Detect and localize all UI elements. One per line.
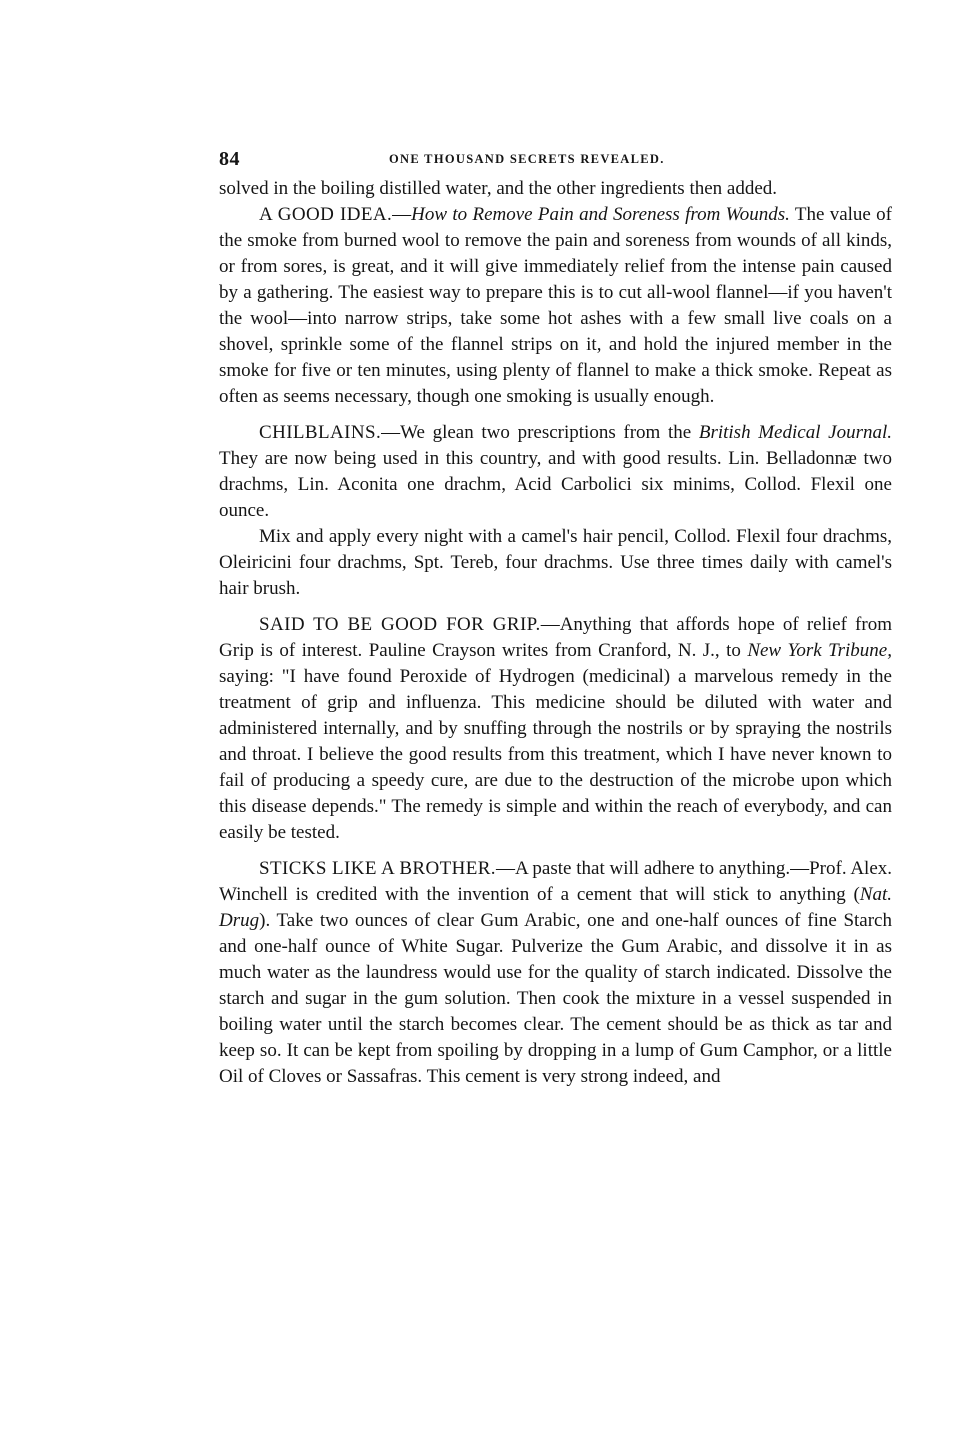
paragraph-good-idea	[219, 202, 892, 410]
paragraph-text: saying: "I have found Peroxide of Hydrogen (medicinal) a marvelous remedy in the treatment of grip and influenza. This medicine should be diluted with water and administered internally, and by snuffing through the nostrils or by spraying the nostrils and throat. I believe the good results from this treatment, which I have never known to fail of producing a speedy cure, are due to the destruction of the microbe upon which this disease depends." The remedy is simple and within the reach of everybody, and can easily be tested.	[219, 666, 892, 843]
page-number: 84	[219, 148, 240, 170]
paragraph-text: They are now being used in this country, and with good results. Lin. Belladonnæ two drachms, Lin. Aconita one drachm, Acid Carbolici six minims, Collod. Flexil one ounce.	[219, 448, 892, 521]
paragraph-sticks-like-a-brother	[219, 856, 892, 1090]
page-header	[219, 148, 892, 172]
em-dash: —	[392, 204, 412, 225]
paragraph-text: —Anything that affords hope of relief from Grip is of interest. Pauline Crayson writes from Cranford, N. J., to	[219, 614, 892, 661]
section-heading: STICKS LIKE A BROTHER.	[259, 858, 496, 879]
section-heading: A GOOD IDEA.	[259, 204, 393, 225]
paragraph-continuation	[219, 176, 892, 202]
paragraph-chilblains-usage	[219, 524, 892, 602]
paragraph-text: The value of the smoke from burned wool to remove the pain and soreness from wounds of all kinds, or from sores, is great, and it will give immediately relief from the intense pain caused by a gathering. The easiest way to prepare this is to cut all-wool flannel—if you haven't the wool—into narrow strips, take some hot ashes with a few small live coals on a shovel, sprinkle some of the flannel strips on it, and hold the injured member in the smoke for five or ten minutes, using plenty of flannel to make a thick smoke. Repeat as often as seems necessary, though one smoking is usually enough.	[219, 204, 892, 407]
paragraph-text: —We glean two prescriptions from the	[381, 422, 699, 443]
paragraph-text: solved in the boiling distilled water, and the other ingredients then added.	[219, 178, 778, 199]
body-text	[219, 176, 892, 1090]
source-citation: Nat. Drug	[219, 884, 892, 931]
paragraph-text: Mix and apply every night with a camel's hair pencil, Collod. Flexil four drachms, Oleiricini four drachms, Spt. Tereb, four drachms. Use three times daily with camel's hair brush.	[219, 526, 892, 599]
newspaper-title: New York Tribune,	[747, 640, 892, 661]
section-heading: SAID TO BE GOOD FOR GRIP.	[259, 614, 541, 635]
book-page	[219, 148, 892, 1090]
paragraph-chilblains	[219, 420, 892, 524]
paragraph-text: —A paste that will adhere to anything.—Prof. Alex. Winchell is credited with the invention of a cement that will stick to anything (	[219, 858, 892, 905]
paragraph-grip	[219, 612, 892, 846]
journal-title: British Medical Journal.	[698, 422, 893, 443]
running-head: ONE THOUSAND SECRETS REVEALED.	[389, 152, 665, 166]
section-subtitle: How to Remove Pain and Soreness from Wounds.	[411, 204, 790, 225]
paragraph-text: ). Take two ounces of clear Gum Arabic, one and one-half ounces of fine Starch and one-half ounce of White Sugar. Pulverize the Gum Arabic, and dissolve it in as much water as the laundress would use for the quality of starch indicated. Dissolve the starch and sugar in the gum solution. Then cook the mixture in a vessel suspended in boiling water until the starch becomes clear. The cement should be as thick as tar and keep so. It can be kept from spoiling by dropping in a lump of Gum Camphor, or a little Oil of Cloves or Sassafras. This cement is very strong indeed, and	[219, 910, 892, 1087]
section-heading: CHILBLAINS.	[259, 422, 382, 443]
